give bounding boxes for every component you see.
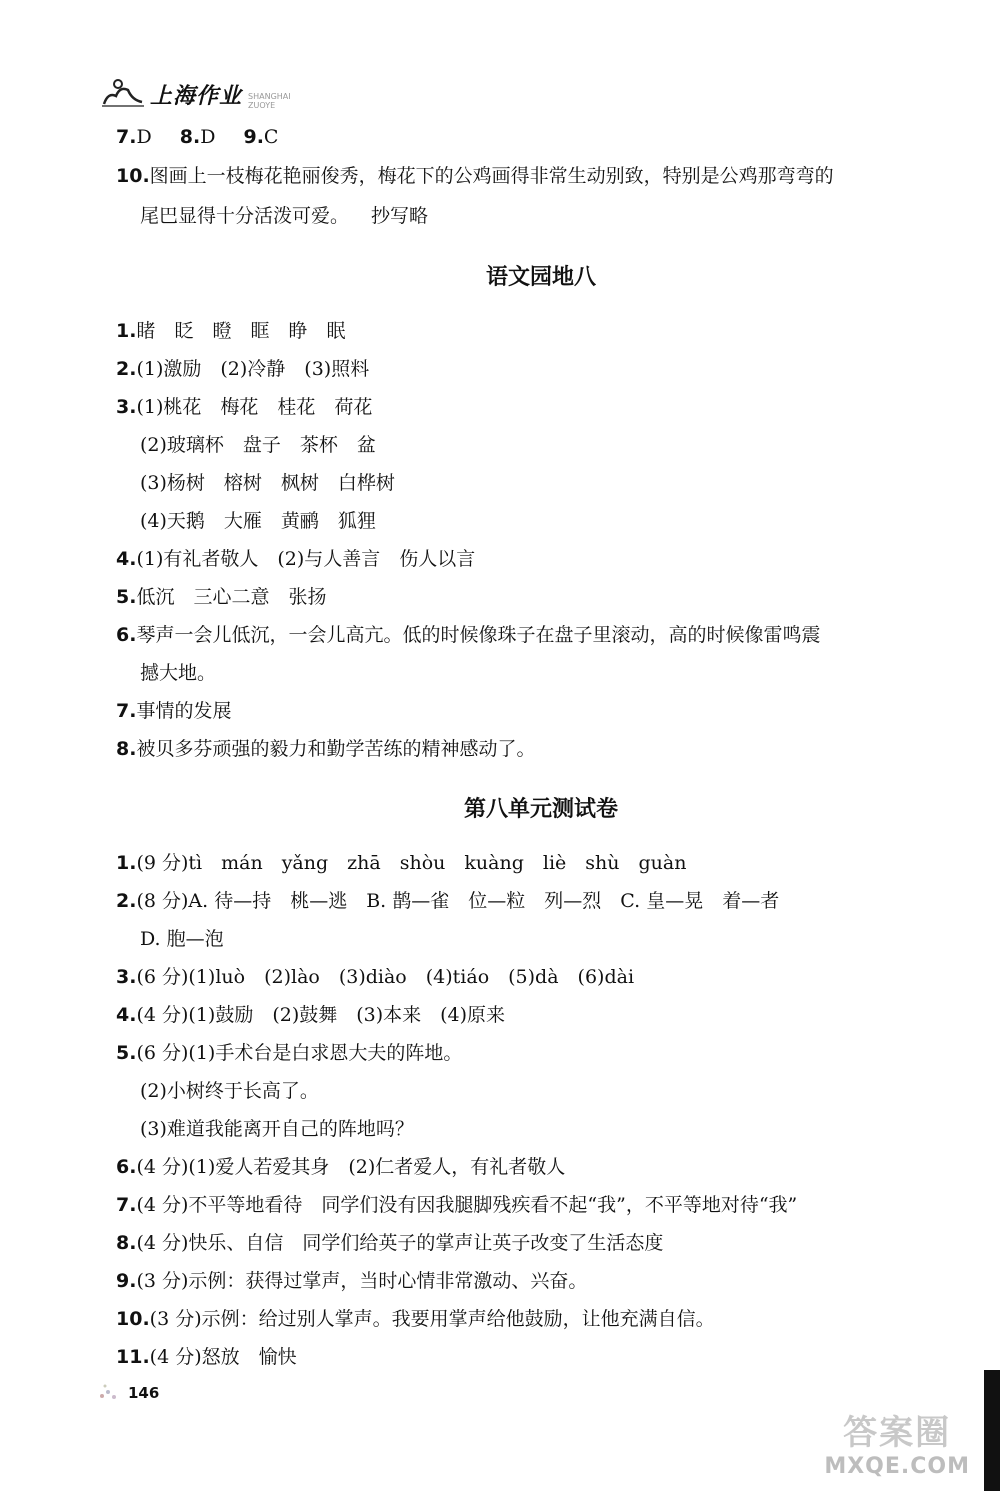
answer-number: 9.: [116, 1270, 137, 1292]
page-number: 146: [128, 1384, 160, 1402]
answer-text: (2)玻璃杯 盘子 茶杯 盆: [140, 434, 376, 456]
answer-line: [116, 350, 966, 388]
logo-icon: [98, 74, 148, 110]
answer-line: [116, 1300, 966, 1338]
answer-number: 1.: [116, 852, 137, 874]
section-title-yuwen-yuandi: 语文园地八: [485, 265, 596, 290]
answer-text: (4 分)(1)爱人若爱其身 (2)仁者爱人，有礼者敬人: [136, 1156, 566, 1178]
answer-text: (4)天鹅 大雁 黄鹂 狐狸: [140, 510, 376, 532]
answer-line: [116, 882, 966, 920]
answer-line: [116, 540, 966, 578]
answer-text: (1)桃花 梅花 桂花 荷花: [136, 396, 373, 418]
answer-line: [116, 692, 966, 730]
answer-line: [116, 996, 966, 1034]
answer-number: 8.: [116, 1232, 137, 1254]
section-yuwen-yuandi-answers: [116, 312, 966, 768]
answer-text: D. 胞—泡: [140, 928, 224, 950]
answer-number: 6.: [116, 624, 137, 646]
page-footer: [96, 1380, 159, 1402]
answer-text: (6 分)(1)luò (2)lào (3)diào (4)tiáo (5)dà (6)dài: [136, 966, 635, 988]
answer-number: 8.: [116, 738, 137, 760]
answer-line: [116, 502, 966, 540]
answer-text: (4 分)快乐、自信 同学们给英子的掌声让英子改变了生活态度: [136, 1232, 664, 1254]
answer-number: 1.: [116, 320, 137, 342]
answer-line: [116, 388, 966, 426]
answer-number: 4.: [116, 1004, 137, 1026]
answer-text: 琴声一会儿低沉，一会儿高亢。低的时候像珠子在盘子里滚动，高的时候像雷鸣震: [136, 624, 821, 646]
logo-subtext: SHANGHAI ZUOYE: [248, 92, 291, 110]
answer-7-9: 7.D 8.D 9.C: [116, 126, 279, 148]
answer-line: [116, 578, 966, 616]
answer-line: [116, 958, 966, 996]
answer-number: 10.: [116, 1308, 150, 1330]
answer-line: [116, 1148, 966, 1186]
answer-10: 10.图画上一枝梅花艳丽俊秀，梅花下的公鸡画得非常生动别致，特别是公鸡那弯弯的: [116, 165, 834, 187]
edge-bar: [984, 1370, 1000, 1491]
answer-line: [116, 1186, 966, 1224]
answer-line: [116, 616, 966, 654]
page-content: [116, 118, 966, 1376]
section-unit-test-answers: [116, 844, 966, 1376]
answer-number: 5.: [116, 586, 137, 608]
answer-line: [116, 312, 966, 350]
answer-text: (3 分)示例：给过别人掌声。我要用掌声给他鼓励，让他充满自信。: [149, 1308, 715, 1330]
watermark: [824, 1405, 970, 1479]
answer-line: [116, 730, 966, 768]
answer-line: [116, 920, 966, 958]
answer-line: [116, 426, 966, 464]
answer-number: 2.: [116, 890, 137, 912]
answer-text: 低沉 三心二意 张扬: [136, 586, 327, 608]
answer-10-cont: 尾巴显得十分活泼可爱。 抄写略: [140, 205, 429, 227]
answer-text: (4 分)(1)鼓励 (2)鼓舞 (3)本来 (4)原来: [136, 1004, 506, 1026]
answer-number: 5.: [116, 1042, 137, 1064]
answer-line: [116, 1110, 966, 1148]
answer-text: (3)杨树 榕树 枫树 白桦树: [140, 472, 395, 494]
answer-text: 被贝多芬顽强的毅力和勤学苦练的精神感动了。: [136, 738, 536, 760]
answer-line: [116, 1034, 966, 1072]
logo-text: 上海作业: [150, 84, 243, 109]
answer-number: 2.: [116, 358, 137, 380]
answer-text: (1)激励 (2)冷静 (3)照料: [136, 358, 370, 380]
answer-number: 11.: [116, 1346, 150, 1368]
answer-number: 7.: [116, 1194, 137, 1216]
answer-text: 撼大地。: [140, 662, 217, 684]
answer-line: [116, 654, 966, 692]
answer-text: (2)小树终于长高了。: [140, 1080, 319, 1102]
answer-text: (8 分)A. 待—持 桃—逃 B. 鹊—雀 位—粒 列—烈 C. 皇—晃 着—者: [136, 890, 780, 912]
answer-number: 7.: [116, 700, 137, 722]
answer-line: [116, 1262, 966, 1300]
answer-text: (3)难道我能离开自己的阵地吗？: [140, 1118, 414, 1140]
answer-text: (3 分)示例：获得过掌声，当时心情非常激动、兴奋。: [136, 1270, 588, 1292]
answer-text: (9 分)tì mán yǎng zhā shòu kuàng liè shù guàn: [136, 852, 687, 874]
answer-line: [116, 1338, 966, 1376]
answer-number: 6.: [116, 1156, 137, 1178]
answer-text: 睹 眨 瞪 眶 睁 眠: [136, 320, 346, 342]
answer-number: 4.: [116, 548, 137, 570]
answer-number: 3.: [116, 966, 137, 988]
answer-line: [116, 464, 966, 502]
section-title-unit-test: 第八单元测试卷: [463, 797, 618, 822]
watermark-main: 答案圈: [843, 1413, 952, 1453]
answer-text: (6 分)(1)手术台是白求恩大夫的阵地。: [136, 1042, 463, 1064]
answer-line: [116, 1224, 966, 1262]
answer-text: (1)有礼者敬人 (2)与人善言 伤人以言: [136, 548, 476, 570]
page-header: [98, 70, 302, 110]
answer-line: [116, 844, 966, 882]
watermark-url: MXQE.COM: [824, 1454, 970, 1479]
answer-text: (4 分)怒放 愉快: [149, 1346, 297, 1368]
answer-number: 3.: [116, 396, 137, 418]
answer-text: 事情的发展: [136, 700, 232, 722]
answer-text: (4 分)不平等地看待 同学们没有因我腿脚残疾看不起“我”，不平等地对待“我”: [136, 1194, 798, 1216]
answer-line: [116, 1072, 966, 1110]
decoration-dots-icon: [96, 1380, 126, 1402]
